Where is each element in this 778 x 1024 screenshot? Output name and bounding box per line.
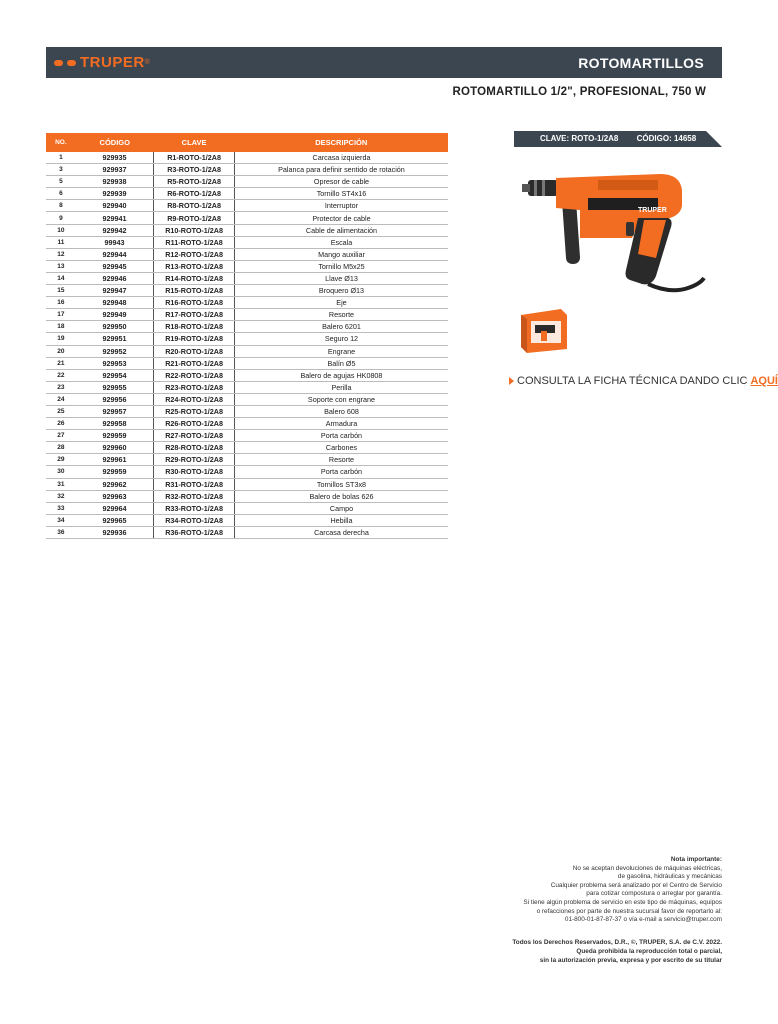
part-code: 929955 [76, 381, 154, 393]
table-row [46, 321, 448, 333]
part-number: 6 [46, 188, 76, 200]
part-number: 36 [46, 526, 76, 538]
table-row [46, 236, 448, 248]
part-description: Llave Ø13 [234, 272, 448, 284]
table-row [46, 285, 448, 297]
part-key: R17-ROTO-1/2A8 [154, 309, 235, 321]
part-number: 12 [46, 248, 76, 260]
part-number: 20 [46, 345, 76, 357]
part-key: R20-ROTO-1/2A8 [154, 345, 235, 357]
part-key: R15-ROTO-1/2A8 [154, 285, 235, 297]
table-row [46, 176, 448, 188]
part-code: 929948 [76, 297, 154, 309]
svg-text:TRUPER: TRUPER [638, 207, 667, 214]
part-key: R24-ROTO-1/2A8 [154, 393, 235, 405]
table-row [46, 442, 448, 454]
part-number: 19 [46, 333, 76, 345]
part-description: Tornillo M5x25 [234, 260, 448, 272]
part-number: 27 [46, 430, 76, 442]
part-number: 8 [46, 200, 76, 212]
part-code: 99943 [76, 236, 154, 248]
part-code: 929961 [76, 454, 154, 466]
part-code: 929941 [76, 212, 154, 224]
table-body [46, 152, 448, 539]
part-code: 929963 [76, 490, 154, 502]
parts-table [46, 133, 448, 539]
part-number: 10 [46, 224, 76, 236]
part-number: 18 [46, 321, 76, 333]
part-code: 929935 [76, 152, 154, 164]
table-row [46, 478, 448, 490]
table-row [46, 381, 448, 393]
note-title: Nota importante: [670, 856, 722, 863]
part-code: 929944 [76, 248, 154, 260]
part-code: 929956 [76, 393, 154, 405]
part-key: R31-ROTO-1/2A8 [154, 478, 235, 490]
copyright-line: Todos los Derechos Reservados, D.R., ©, TRUPER, S.A. de C.V. 2022. [512, 939, 722, 946]
part-key: R6-ROTO-1/2A8 [154, 188, 235, 200]
table-row [46, 502, 448, 514]
table-row [46, 309, 448, 321]
header-key: CLAVE [154, 133, 235, 152]
part-description: Carcasa izquierda [234, 152, 448, 164]
note-line: No se aceptan devoluciones de máquinas eléctricas, [572, 864, 722, 872]
product-title: ROTOMARTILLO 1/2", PROFESIONAL, 750 W [452, 86, 706, 98]
part-description: Balero de agujas HK0808 [234, 369, 448, 381]
section-title: ROTOMARTILLOS [578, 54, 704, 71]
part-number: 25 [46, 405, 76, 417]
note-line: para cotizar compostura o arreglar por garantía. [586, 890, 722, 898]
part-description: Resorte [234, 309, 448, 321]
important-note [392, 856, 722, 925]
part-code: 929959 [76, 466, 154, 478]
product-key: CLAVE: ROTO-1/2A8 [540, 134, 619, 143]
part-number: 32 [46, 490, 76, 502]
part-key: R12-ROTO-1/2A8 [154, 248, 235, 260]
table-row [46, 188, 448, 200]
part-key: R28-ROTO-1/2A8 [154, 442, 235, 454]
table-row [46, 212, 448, 224]
part-key: R25-ROTO-1/2A8 [154, 405, 235, 417]
part-description: Soporte con engrane [234, 393, 448, 405]
part-number: 23 [46, 381, 76, 393]
datasheet-link[interactable]: AQUÍ [750, 375, 778, 387]
part-number: 30 [46, 466, 76, 478]
part-description: Escala [234, 236, 448, 248]
part-description: Mango auxiliar [234, 248, 448, 260]
part-description: Opresor de cable [234, 176, 448, 188]
registered-mark: ® [144, 59, 150, 66]
part-description: Tornillos ST3x8 [234, 478, 448, 490]
table-row [46, 393, 448, 405]
part-key: R11-ROTO-1/2A8 [154, 236, 235, 248]
part-number: 17 [46, 309, 76, 321]
part-number: 34 [46, 514, 76, 526]
part-code: 929938 [76, 176, 154, 188]
part-description: Tornillo ST4x16 [234, 188, 448, 200]
part-description: Seguro 12 [234, 333, 448, 345]
part-description: Perilla [234, 381, 448, 393]
note-line: Cualquier problema será analizado por el Centro de Servicio [550, 881, 722, 889]
copyright-line: Queda prohibida la reproducción total o parcial, [576, 947, 722, 955]
copyright-notice [392, 939, 722, 965]
part-number: 33 [46, 502, 76, 514]
table-row [46, 357, 448, 369]
part-description: Palanca para definir sentido de rotación [234, 164, 448, 176]
part-key: R3-ROTO-1/2A8 [154, 164, 235, 176]
part-code: 929957 [76, 405, 154, 417]
part-description: Campo [234, 502, 448, 514]
note-line: 01-800-01-87-87-37 o vía e-mail a servicio@truper.com [564, 916, 722, 924]
part-code: 929964 [76, 502, 154, 514]
part-key: R36-ROTO-1/2A8 [154, 526, 235, 538]
product-code: CÓDIGO: 14658 [636, 134, 697, 143]
part-description: Balero 608 [234, 405, 448, 417]
part-number: 3 [46, 164, 76, 176]
table-row [46, 430, 448, 442]
part-description: Balín Ø5 [234, 357, 448, 369]
part-key: R13-ROTO-1/2A8 [154, 260, 235, 272]
part-number: 31 [46, 478, 76, 490]
product-box-image [517, 307, 569, 353]
table-row [46, 297, 448, 309]
part-key: R22-ROTO-1/2A8 [154, 369, 235, 381]
part-key: R32-ROTO-1/2A8 [154, 490, 235, 502]
part-code: 929937 [76, 164, 154, 176]
part-key: R9-ROTO-1/2A8 [154, 212, 235, 224]
part-key: R14-ROTO-1/2A8 [154, 272, 235, 284]
part-code: 929962 [76, 478, 154, 490]
part-number: 15 [46, 285, 76, 297]
part-number: 24 [46, 393, 76, 405]
part-description: Interruptor [234, 200, 448, 212]
table-header-row [46, 133, 448, 152]
part-code: 929958 [76, 418, 154, 430]
table-row [46, 152, 448, 164]
table-row [46, 200, 448, 212]
label-bar-text [540, 134, 712, 143]
part-key: R19-ROTO-1/2A8 [154, 333, 235, 345]
part-number: 28 [46, 442, 76, 454]
consult-datasheet [509, 375, 778, 387]
part-code: 929952 [76, 345, 154, 357]
part-number: 29 [46, 454, 76, 466]
part-description: Carcasa derecha [234, 526, 448, 538]
part-key: R30-ROTO-1/2A8 [154, 466, 235, 478]
table-row [46, 418, 448, 430]
part-number: 22 [46, 369, 76, 381]
part-key: R34-ROTO-1/2A8 [154, 514, 235, 526]
part-code: 929965 [76, 514, 154, 526]
table-row [46, 526, 448, 538]
part-key: R8-ROTO-1/2A8 [154, 200, 235, 212]
table-row [46, 345, 448, 357]
part-number: 14 [46, 272, 76, 284]
table-row [46, 248, 448, 260]
part-key: R29-ROTO-1/2A8 [154, 454, 235, 466]
part-description: Hebilla [234, 514, 448, 526]
table-row [46, 514, 448, 526]
header-description: DESCRIPCIÓN [234, 133, 448, 152]
part-description: Balero de bolas 626 [234, 490, 448, 502]
drill-product-image [520, 160, 710, 295]
part-code: 929951 [76, 333, 154, 345]
part-number: 1 [46, 152, 76, 164]
part-description: Broquero Ø13 [234, 285, 448, 297]
brand-name: TRUPER [80, 54, 145, 71]
part-code: 929947 [76, 285, 154, 297]
part-code: 929949 [76, 309, 154, 321]
part-description: Cable de alimentación [234, 224, 448, 236]
part-number: 13 [46, 260, 76, 272]
part-key: R5-ROTO-1/2A8 [154, 176, 235, 188]
part-description: Engrane [234, 345, 448, 357]
part-number: 5 [46, 176, 76, 188]
part-description: Armadura [234, 418, 448, 430]
part-key: R10-ROTO-1/2A8 [154, 224, 235, 236]
part-key: R16-ROTO-1/2A8 [154, 297, 235, 309]
copyright-line: sin la autorización previa, expresa y por escrito de su titular [539, 956, 722, 964]
table-row [46, 405, 448, 417]
part-code: 929939 [76, 188, 154, 200]
table-row [46, 369, 448, 381]
truper-logo[interactable] [54, 54, 150, 71]
part-number: 9 [46, 212, 76, 224]
part-key: R23-ROTO-1/2A8 [154, 381, 235, 393]
part-key: R33-ROTO-1/2A8 [154, 502, 235, 514]
part-description: Porta carbón [234, 466, 448, 478]
part-code: 929960 [76, 442, 154, 454]
note-line: de gasolina, hidráulicas y mecánicas [617, 873, 722, 881]
part-key: R27-ROTO-1/2A8 [154, 430, 235, 442]
header-bar [46, 47, 722, 78]
part-code: 929942 [76, 224, 154, 236]
note-line: Si tiene algún problema de servicio en este tipo de máquinas, equipos [523, 898, 722, 906]
table-row [46, 260, 448, 272]
product-label-bar [514, 131, 722, 147]
table-row [46, 164, 448, 176]
part-number: 26 [46, 418, 76, 430]
table-row [46, 333, 448, 345]
truper-logo-icon [54, 57, 76, 69]
part-description: Protector de cable [234, 212, 448, 224]
part-number: 11 [46, 236, 76, 248]
part-key: R18-ROTO-1/2A8 [154, 321, 235, 333]
part-code: 929945 [76, 260, 154, 272]
part-code: 929936 [76, 526, 154, 538]
part-description: Carbones [234, 442, 448, 454]
part-key: R1-ROTO-1/2A8 [154, 152, 235, 164]
part-code: 929954 [76, 369, 154, 381]
part-code: 929946 [76, 272, 154, 284]
part-description: Balero 6201 [234, 321, 448, 333]
part-code: 929950 [76, 321, 154, 333]
header-code: CÓDIGO [76, 133, 154, 152]
table-row [46, 224, 448, 236]
part-code: 929940 [76, 200, 154, 212]
part-description: Resorte [234, 454, 448, 466]
part-number: 16 [46, 297, 76, 309]
note-line: o refacciones por parte de nuestra sucursal favor de reportarlo al: [536, 907, 722, 915]
table-row [46, 466, 448, 478]
table-row [46, 454, 448, 466]
consult-text: CONSULTA LA FICHA TÉCNICA DANDO CLIC [517, 375, 748, 387]
part-key: R21-ROTO-1/2A8 [154, 357, 235, 369]
table-row [46, 272, 448, 284]
part-code: 929953 [76, 357, 154, 369]
arrow-right-icon [509, 377, 514, 385]
header-no: NO. [46, 133, 76, 152]
part-description: Eje [234, 297, 448, 309]
table-row [46, 490, 448, 502]
part-number: 21 [46, 357, 76, 369]
part-key: R26-ROTO-1/2A8 [154, 418, 235, 430]
part-description: Porta carbón [234, 430, 448, 442]
part-code: 929959 [76, 430, 154, 442]
